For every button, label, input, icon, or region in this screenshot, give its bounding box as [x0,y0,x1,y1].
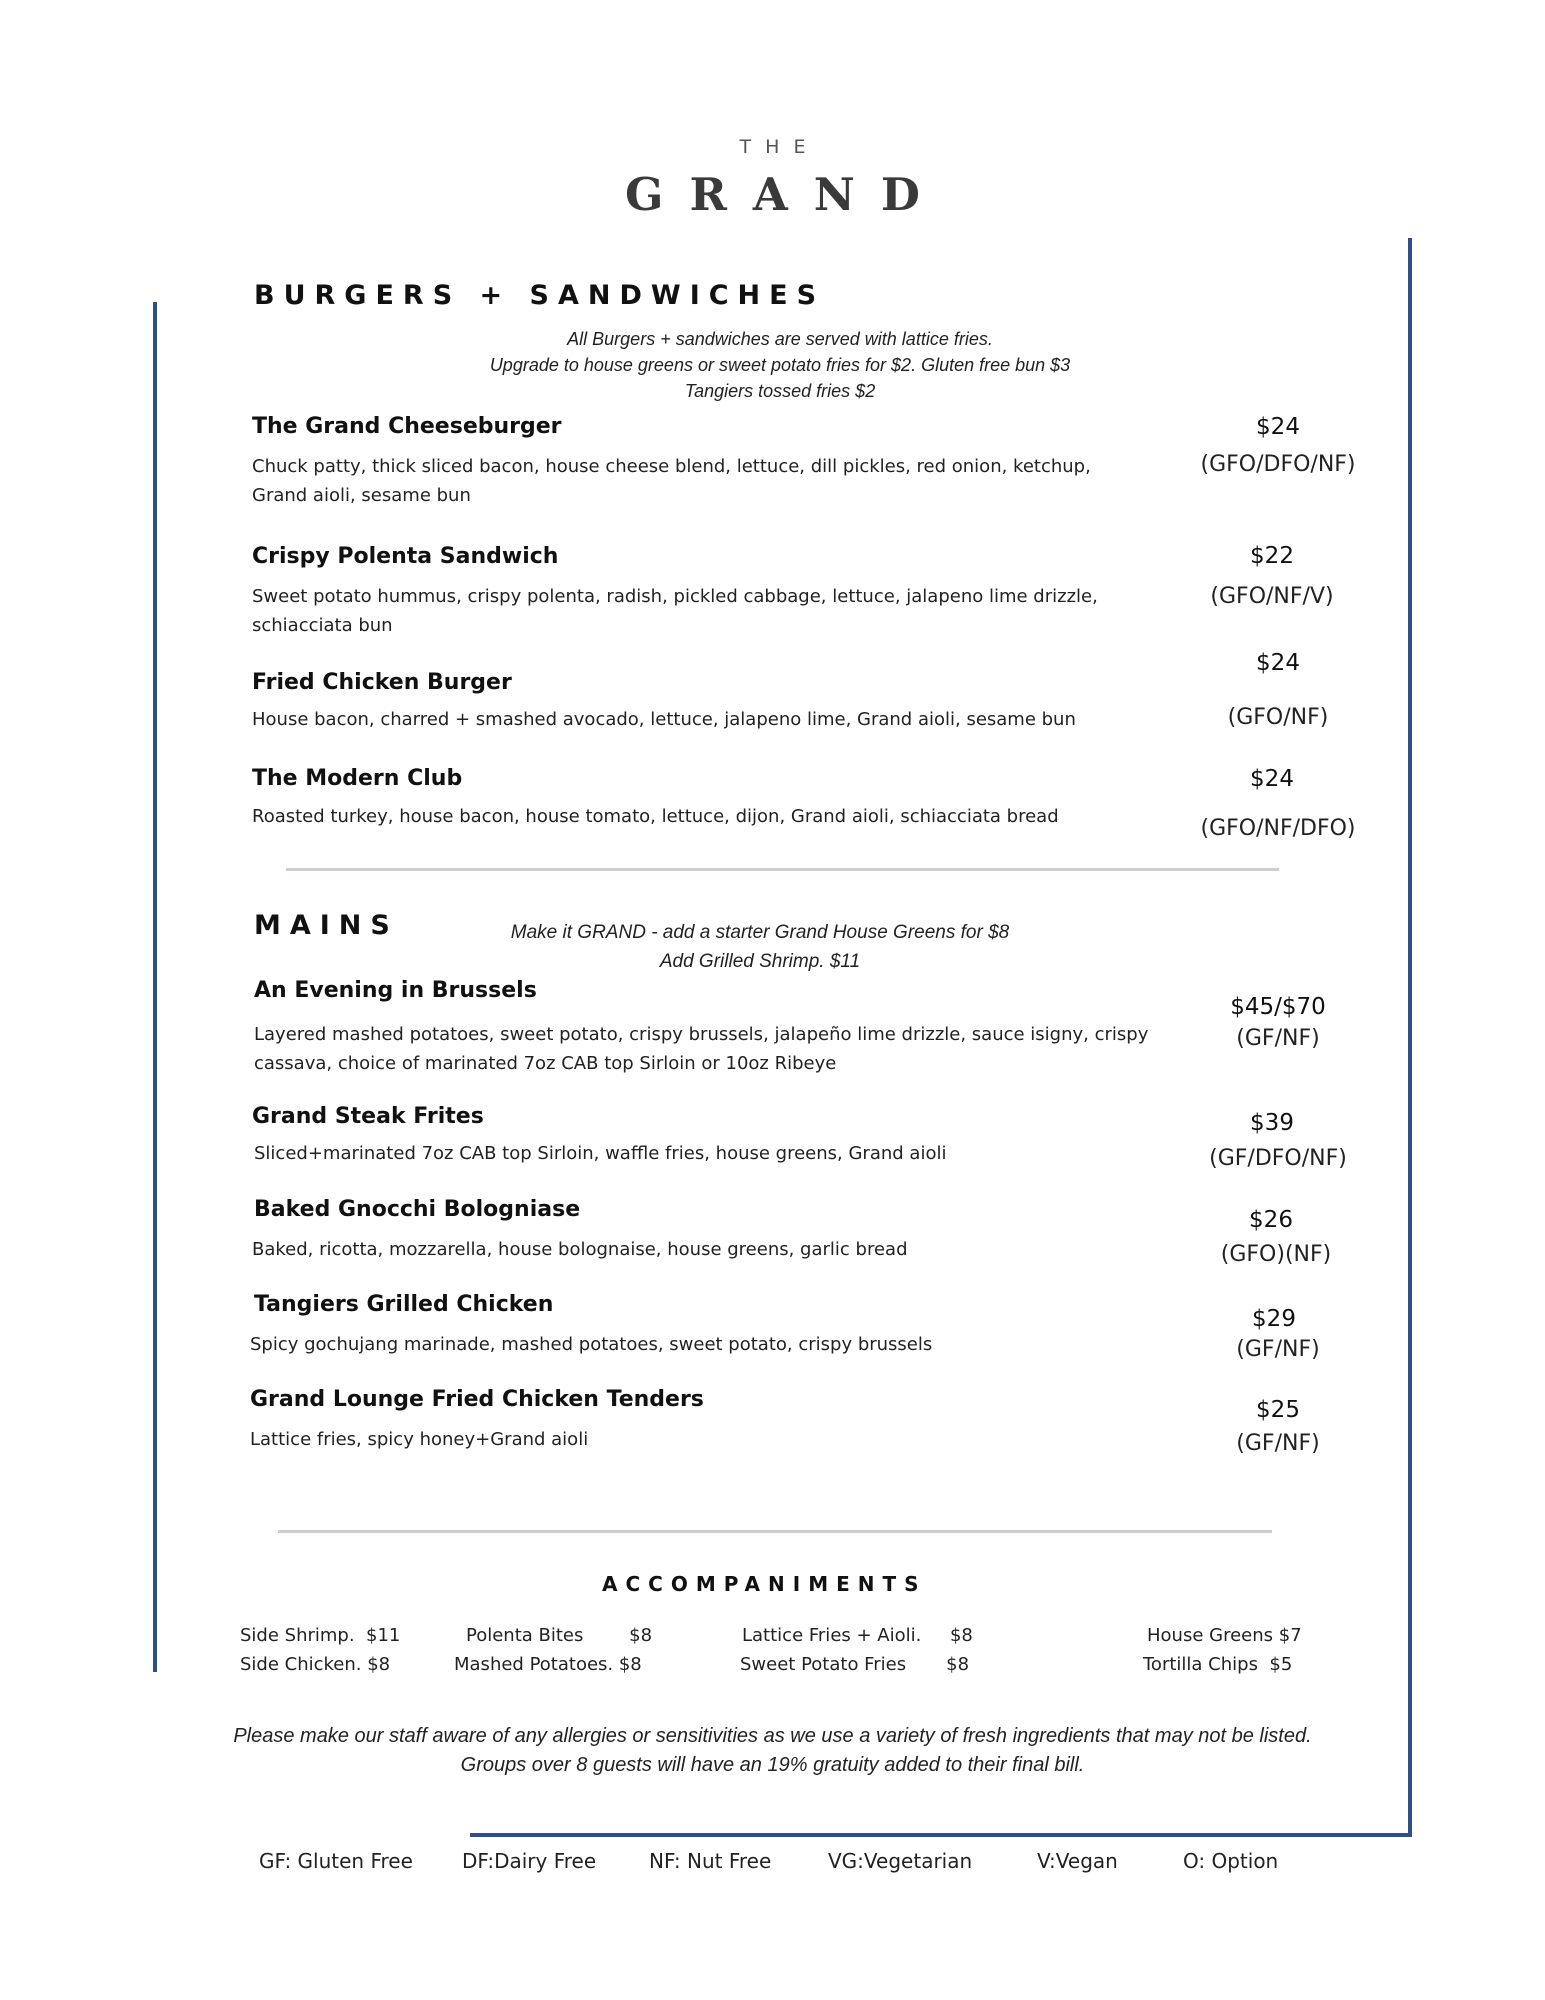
menu-item-desc: House bacon, charred + smashed avocado, lettuce, jalapeno lime, Grand aioli, sesame bun [252,709,1076,730]
menu-item-price: $24 [1250,766,1294,792]
accompaniment-item: Mashed Potatoes. $8 [454,1654,642,1675]
menu-item-desc: Layered mashed potatoes, sweet potato, crispy brussels, jalapeño lime drizzle, sauce isigny, crispy cassava, choice of marinated 7oz CAB top Sirloin or 10oz Ribeye [254,1024,1149,1074]
accompaniment-item: Tortilla Chips $5 [1143,1654,1293,1675]
menu-item-tags: (GFO/NF/V) [1210,584,1334,609]
accompaniment-item: Lattice Fries + Aioli. $8 [742,1625,973,1646]
menu-item-name: Tangiers Grilled Chicken [254,1292,554,1317]
menu-item-tags: (GFO)(NF) [1220,1242,1332,1267]
menu-item-desc: Spicy gochujang marinade, mashed potatoes, sweet potato, crispy brussels [250,1334,933,1355]
burgers-note-1: All Burgers + sandwiches are served with lattice fries. [567,329,993,349]
section-divider [286,868,1279,871]
legend-item: VG:Vegetarian [828,1849,973,1873]
accompaniments-title: ACCOMPANIMENTS [602,1572,927,1596]
menu-item-desc: Sweet potato hummus, crispy polenta, radish, pickled cabbage, lettuce, jalapeno lime drizzle, schiacciata bun [252,586,1098,636]
menu-item-tags: (GFO/DFO/NF) [1200,452,1356,477]
menu-item-price: $24 [1256,650,1300,676]
menu-item-desc: Chuck patty, thick sliced bacon, house cheese blend, lettuce, dill pickles, red onion, ketchup, Grand aioli, sesame bun [252,456,1091,506]
menu-item-price: $24 [1256,414,1300,440]
legend-item: NF: Nut Free [649,1849,772,1873]
menu-item-tags: (GF/NF) [1236,1026,1320,1051]
menu-item-price: $25 [1256,1397,1300,1423]
mains-section-title: MAINS [254,910,399,941]
mains-note-2: Add Grilled Shrimp. $11 [659,951,861,972]
allergy-disclaimer: Please make our staff aware of any allergies or sensitivities as we use a variety of fresh ingredients that may not be listed. [233,1725,1312,1747]
accompaniment-item: Polenta Bites $8 [466,1625,653,1646]
menu-item-price: $39 [1250,1110,1294,1136]
section-divider [278,1530,1272,1533]
mains-note-1: Make it GRAND - add a starter Grand House Greens for $8 [510,922,1010,943]
logo-grand: GRAND [625,168,946,221]
menu-item-name: The Modern Club [252,766,463,791]
menu-item-name: An Evening in Brussels [254,978,537,1003]
menu-item-tags: (GF/NF) [1236,1431,1320,1456]
menu-item-desc: Lattice fries, spicy honey+Grand aioli [250,1429,589,1450]
menu-item-desc: Baked, ricotta, mozzarella, house bolognaise, house greens, garlic bread [252,1239,908,1260]
menu-item-price: $26 [1249,1207,1293,1233]
legend-item: DF:Dairy Free [462,1849,597,1873]
menu-item-desc: Sliced+marinated 7oz CAB top Sirloin, waffle fries, house greens, Grand aioli [254,1143,947,1164]
menu-item-tags: (GFO/NF) [1227,705,1329,730]
menu-item-desc: Roasted turkey, house bacon, house tomato, lettuce, dijon, Grand aioli, schiacciata bread [252,806,1059,827]
accompaniment-item: House Greens $7 [1147,1625,1302,1646]
menu-item-name: Crispy Polenta Sandwich [252,544,559,569]
frame-left-line [153,302,157,1672]
menu-item-name: The Grand Cheeseburger [252,414,562,439]
menu-item-price: $22 [1250,543,1294,569]
frame-right-line [1408,238,1412,1836]
menu-item-name: Baked Gnocchi Bologniase [254,1197,581,1222]
burgers-note-2: Upgrade to house greens or sweet potato fries for $2. Gluten free bun $3 [489,355,1071,375]
menu-item-name: Grand Lounge Fried Chicken Tenders [250,1387,704,1412]
legend-item: O: Option [1183,1849,1279,1873]
accompaniment-item: Side Shrimp. $11 [240,1625,401,1646]
menu-item-tags: (GFO/NF/DFO) [1200,816,1356,841]
legend-item: GF: Gluten Free [259,1849,413,1873]
accompaniment-item: Sweet Potato Fries $8 [740,1654,970,1675]
menu-item-price: $45/$70 [1230,994,1326,1020]
menu-item-tags: (GF/NF) [1236,1337,1320,1362]
burgers-note-3: Tangiers tossed fries $2 [684,381,876,401]
gratuity-note: Groups over 8 guests will have an 19% gratuity added to their final bill. [460,1754,1085,1776]
menu-item-tags: (GF/DFO/NF) [1209,1146,1347,1171]
frame-bottom-line [470,1833,1412,1837]
menu-item-name: Fried Chicken Burger [252,670,512,695]
menu-item-price: $29 [1252,1306,1296,1332]
legend-item: V:Vegan [1037,1849,1118,1873]
accompaniment-item: Side Chicken. $8 [240,1654,391,1675]
menu-item-name: Grand Steak Frites [252,1104,484,1129]
burgers-section-title: BURGERS + SANDWICHES [254,280,826,311]
logo-the: THE [739,136,820,158]
